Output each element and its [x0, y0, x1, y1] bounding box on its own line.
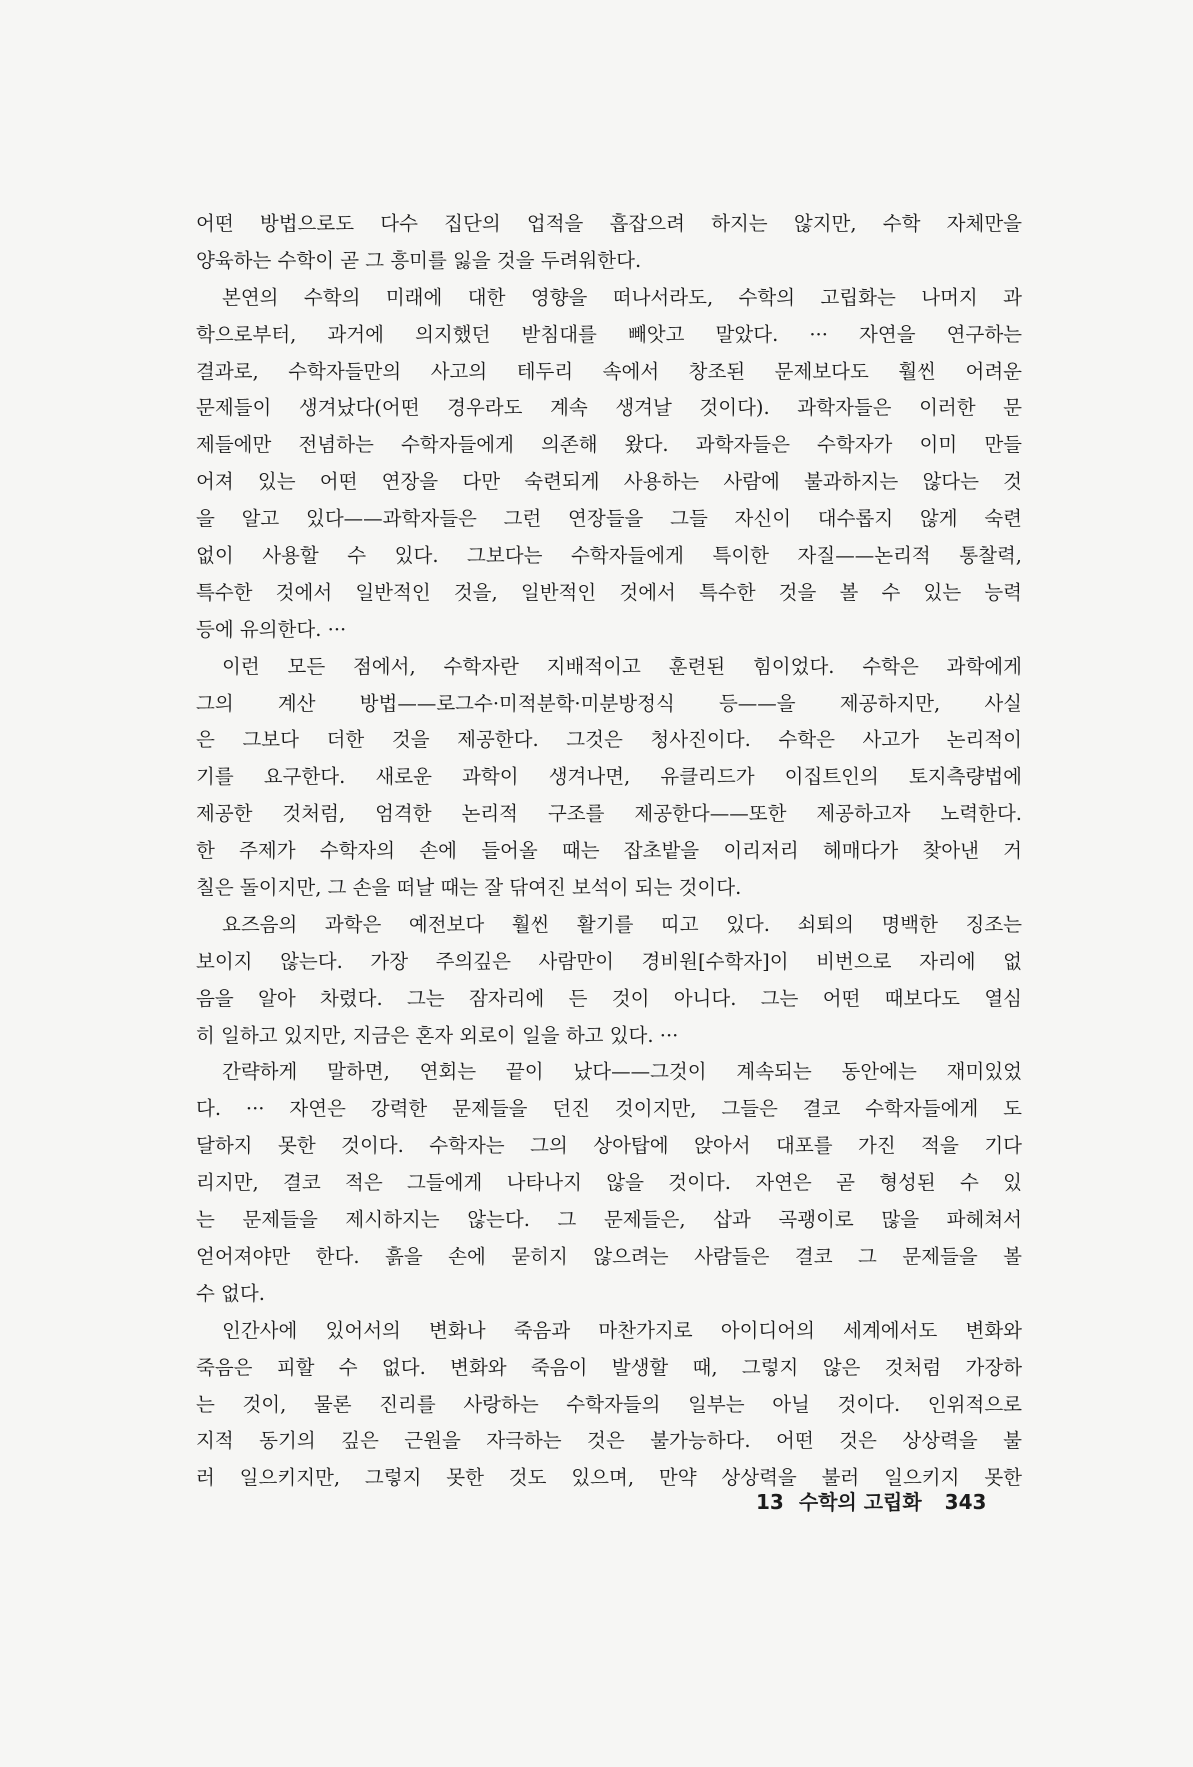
text-line: 결과로, 수학자들만의 사고의 테두리 속에서 창조된 문제보다도 훨씬 어려운 [196, 359, 1022, 383]
text-line: 는 것이, 물론 진리를 사랑하는 수학자들의 일부는 아닐 것이다. 인위적으로 [196, 1392, 1022, 1416]
text-line: 학으로부터, 과거에 의지했던 받침대를 빼앗고 말았다. ··· 자연을 연구하는 [196, 322, 1022, 346]
text-line: 특수한 것에서 일반적인 것을, 일반적인 것에서 특수한 것을 볼 수 있는 능력 [196, 580, 1022, 604]
page-number: 343 [944, 1490, 987, 1514]
text-line: 보이지 않는다. 가장 주의깊은 사람만이 경비원[수학자]이 비번으로 자리에 없 [196, 949, 1022, 973]
text-line: 기를 요구한다. 새로운 과학이 생겨나면, 유클리드가 이집트인의 토지측량법에 [196, 765, 1022, 789]
page-footer [756, 1485, 1022, 1519]
text-line: 칠은 돌이지만, 그 손을 떠날 때는 잘 닦여진 보석이 되는 것이다. [196, 876, 742, 900]
text-line: 죽음은 피할 수 없다. 변화와 죽음이 발생할 때, 그렇지 않은 것처럼 가장하 [196, 1355, 1022, 1379]
text-line: 이런 모든 점에서, 수학자란 지배적이고 훈련된 힘이었다. 수학은 과학에게 [222, 654, 1022, 678]
text-line: 그의 계산 방법——로그수·미적분학·미분방정식 등——을 제공하지만, 사실 [196, 691, 1022, 715]
text-line: 제공한 것처럼, 엄격한 논리적 구조를 제공한다——또한 제공하고자 노력한다. [196, 802, 1022, 826]
text-line: 본연의 수학의 미래에 대한 영향을 떠나서라도, 수학의 고립화는 나머지 과 [222, 285, 1022, 309]
text-line: 음을 알아 차렸다. 그는 잠자리에 든 것이 아니다. 그는 어떤 때보다도 열심 [196, 986, 1022, 1010]
text-line: 요즈음의 과학은 예전보다 훨씬 활기를 띠고 있다. 쇠퇴의 명백한 징조는 [222, 912, 1022, 936]
text-line: 을 알고 있다——과학자들은 그런 연장들을 그들 자신이 대수롭지 않게 숙련 [196, 507, 1022, 531]
text-line: 없이 사용할 수 있다. 그보다는 수학자들에게 특이한 자질——논리적 통찰력, [196, 544, 1022, 568]
text-line: 리지만, 결코 적은 그들에게 나타나지 않을 것이다. 자연은 곧 형성된 수 있 [196, 1171, 1022, 1195]
text-line: 어떤 방법으로도 다수 집단의 업적을 흡잡으려 하지는 않지만, 수학 자체만을 [196, 212, 1022, 235]
text-line: 지적 동기의 깊은 근원을 자극하는 것은 불가능하다. 어떤 것은 상상력을 불 [196, 1429, 1022, 1453]
text-line: 문제들이 생겨났다(어떤 경우라도 계속 생겨날 것이다). 과학자들은 이러한 문 [196, 396, 1022, 420]
body-text [196, 206, 1022, 1497]
text-line: 간략하게 말하면, 연회는 끝이 났다——그것이 계속되는 동안에는 재미있었 [222, 1060, 1022, 1084]
text-line: 인간사에 있어서의 변화나 죽음과 마찬가지로 아이디어의 세계에서도 변화와 [222, 1318, 1022, 1342]
text-line: 얻어져야만 한다. 흙을 손에 묻히지 않으려는 사람들은 결코 그 문제들을 볼 [196, 1244, 1022, 1268]
text-line: 은 그보다 더한 것을 제공한다. 그것은 청사진이다. 수학은 사고가 논리적이 [196, 728, 1022, 752]
text-line: 다. ··· 자연은 강력한 문제들을 던진 것이지만, 그들은 결코 수학자들에게 도 [196, 1097, 1022, 1121]
chapter-number: 13 [756, 1490, 784, 1514]
text-line: 러 일으키지만, 그렇지 못한 것도 있으며, 만약 상상력을 불러 일으키지 못한 [196, 1466, 1022, 1490]
text-line: 히 일하고 있지만, 지금은 혼자 외로이 일을 하고 있다. ··· [196, 1023, 679, 1047]
text-line: 어져 있는 어떤 연장을 다만 숙련되게 사용하는 사람에 불과하지는 않다는 것 [196, 470, 1022, 494]
text-line: 는 문제들을 제시하지는 않는다. 그 문제들은, 삽과 곡괭이로 많을 파헤쳐서 [196, 1208, 1022, 1232]
text-line: 한 주제가 수학자의 손에 들어올 때는 잡초밭을 이리저리 헤매다가 찾아낸 거 [196, 839, 1022, 863]
text-line: 수 없다. [196, 1281, 265, 1305]
chapter-title: 수학의 고립화 [798, 1490, 922, 1514]
text-line: 제들에만 전념하는 수학자들에게 의존해 왔다. 과학자들은 수학자가 이미 만들 [196, 433, 1022, 457]
text-line: 달하지 못한 것이다. 수학자는 그의 상아탑에 앉아서 대포를 가진 적을 기다 [196, 1134, 1022, 1158]
text-line: 양육하는 수학이 곧 그 흥미를 잃을 것을 두려워한다. [196, 248, 642, 272]
text-line: 등에 유의한다. ··· [196, 617, 347, 641]
